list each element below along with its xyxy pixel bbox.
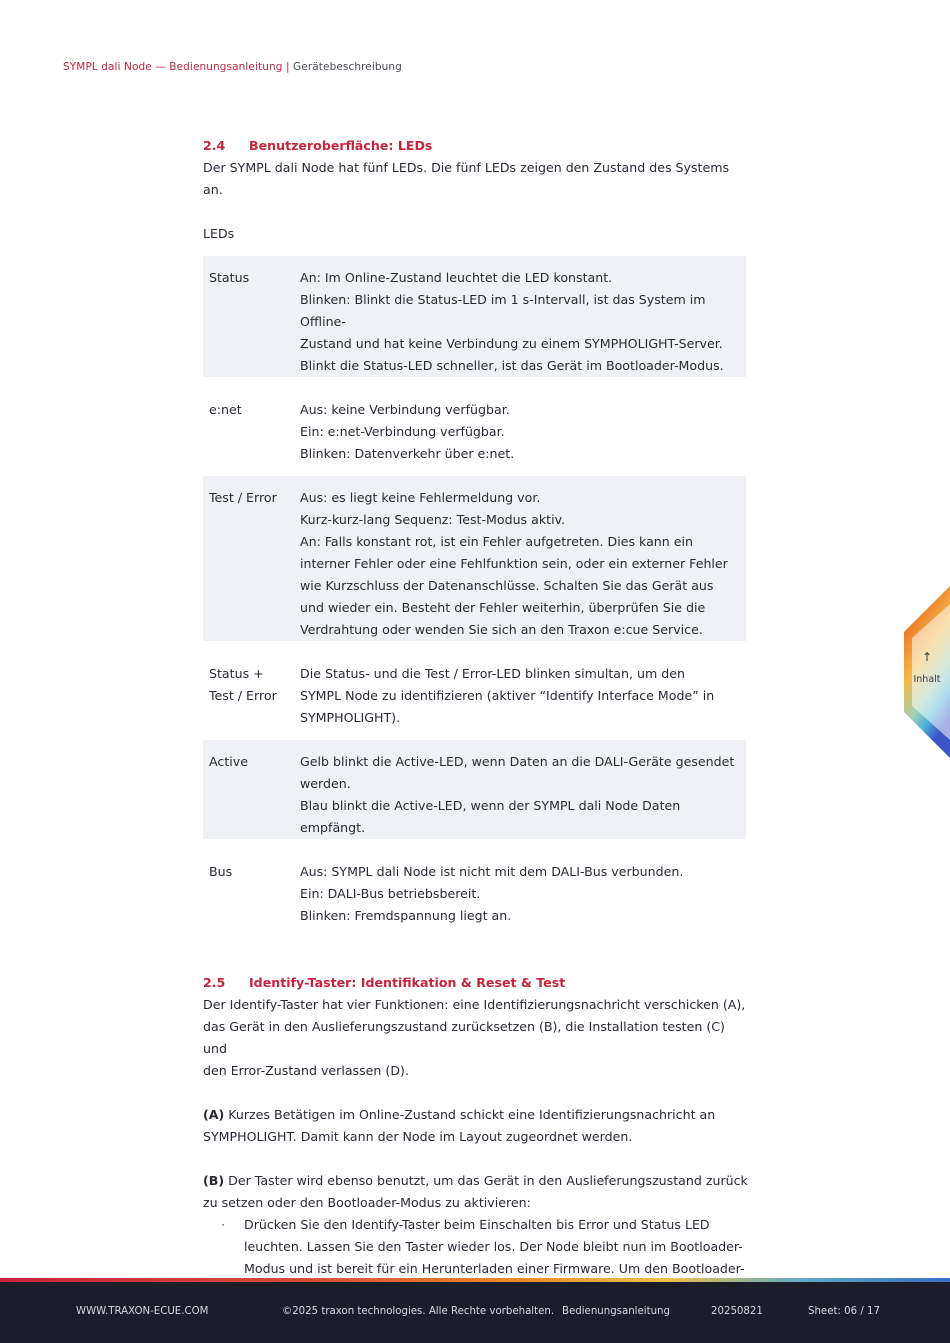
led-name: Status + bbox=[209, 666, 264, 681]
section-heading-2-5 bbox=[203, 972, 748, 994]
table-row bbox=[203, 740, 746, 839]
row-spacer bbox=[203, 465, 746, 476]
toc-side-tab[interactable] bbox=[904, 586, 950, 758]
footer-doc-type: Bedienungsanleitung bbox=[562, 1306, 670, 1317]
led-name-cell bbox=[203, 388, 294, 465]
led-table bbox=[203, 256, 746, 938]
side-tab-label: Inhalt bbox=[913, 674, 941, 685]
breadcrumb-doc-title[interactable]: SYMPL dali Node — Bedienungsanleitung bbox=[63, 61, 283, 73]
led-description-line: Ein: e:net-Verbindung verfügbar. bbox=[300, 424, 505, 439]
led-description-cell bbox=[294, 476, 746, 641]
bullet-line: · Drücken Sie den Identify-Taster beim Einschalten bis Error und Status LED bbox=[244, 1217, 710, 1232]
led-description-line: An: Falls konstant rot, ist ein Fehler aufgetreten. Dies kann ein bbox=[300, 534, 694, 549]
paragraph-a bbox=[203, 1104, 748, 1148]
paragraph-b bbox=[203, 1170, 748, 1214]
led-description-line: Blinken: Blinkt die Status-LED im 1 s-Intervall, ist das System im Offline- bbox=[300, 292, 706, 329]
led-name: Status bbox=[209, 270, 250, 285]
led-description-cell bbox=[294, 652, 746, 729]
leds-heading: LEDs bbox=[203, 226, 235, 241]
led-description-line: Aus: SYMPL dali Node ist nicht mit dem DALI-Bus verbunden. bbox=[300, 864, 684, 879]
led-description-line: und wieder ein. Besteht der Fehler weiterhin, überprüfen Sie die bbox=[300, 600, 706, 615]
led-description-cell bbox=[294, 388, 746, 465]
led-description-line: Kurz-kurz-lang Sequenz: Test-Modus aktiv. bbox=[300, 512, 566, 527]
led-name-cell bbox=[203, 476, 294, 641]
side-tab-shape bbox=[904, 586, 950, 758]
row-spacer bbox=[203, 641, 746, 652]
led-name: e:net bbox=[209, 402, 242, 417]
footer-sheet: Sheet: 06 / 17 bbox=[808, 1306, 880, 1317]
breadcrumb-section[interactable]: Gerätebeschreibung bbox=[293, 61, 402, 73]
page-content bbox=[203, 135, 748, 1280]
led-description-cell bbox=[294, 740, 746, 839]
led-description-line: Blinken: Fremdspannung liegt an. bbox=[300, 908, 512, 923]
intro-line: an. bbox=[203, 182, 223, 197]
row-spacer bbox=[203, 927, 746, 938]
led-description-line: Verdrahtung oder wenden Sie sich an den Traxon e:cue Service. bbox=[300, 622, 703, 637]
led-name: Active bbox=[209, 754, 248, 769]
table-row bbox=[203, 256, 746, 377]
identify-intro bbox=[203, 994, 748, 1082]
paragraph-line: SYMPHOLIGHT. Damit kann der Node im Layout zugeordnet werden. bbox=[203, 1129, 633, 1144]
led-description-line: Gelb blinkt die Active-LED, wenn Daten an die DALI-Geräte gesendet bbox=[300, 754, 735, 769]
led-description-line: wie Kurzschluss der Datenanschlüsse. Schalten Sie das Gerät aus bbox=[300, 578, 714, 593]
section-title: Identify-Taster: Identifikation & Reset & Test bbox=[249, 975, 566, 990]
led-description-cell bbox=[294, 850, 746, 927]
row-spacer bbox=[203, 729, 746, 740]
led-description-line: Aus: keine Verbindung verfügbar. bbox=[300, 402, 510, 417]
breadcrumb bbox=[63, 61, 402, 73]
led-description-line: An: Im Online-Zustand leuchtet die LED konstant. bbox=[300, 270, 613, 285]
label-a: (A) bbox=[203, 1107, 225, 1122]
led-description-line: werden. bbox=[300, 776, 351, 791]
table-row bbox=[203, 476, 746, 641]
section-number: 2.4 bbox=[203, 138, 226, 153]
intro-line: Der SYMPL dali Node hat fünf LEDs. Die fünf LEDs zeigen den Zustand des Systems bbox=[203, 160, 730, 175]
led-name-cell bbox=[203, 652, 294, 729]
footer-version: 20250821 bbox=[711, 1306, 763, 1317]
paragraph-line: zu setzen oder den Bootloader-Modus zu aktivieren: bbox=[203, 1195, 531, 1210]
page-footer bbox=[0, 1282, 950, 1343]
section-heading-2-4 bbox=[203, 135, 748, 157]
arrow-up-icon: ↑ bbox=[921, 650, 933, 664]
led-name-cell bbox=[203, 256, 294, 377]
intro-line: Der Identify-Taster hat vier Funktionen: eine Identifizierungsnachricht verschicken (A), bbox=[203, 997, 746, 1012]
led-description-line: Die Status- und die Test / Error-LED blinken simultan, um den bbox=[300, 666, 685, 681]
led-name: Test / Error bbox=[209, 490, 277, 505]
paragraph-line: Kurzes Betätigen im Online-Zustand schickt eine Identifizierungsnachricht an bbox=[224, 1107, 716, 1122]
bullet-line: leuchten. Lassen Sie den Taster wieder los. Der Node bleibt nun im Bootloader- bbox=[244, 1239, 743, 1254]
led-description-line: SYMPHOLIGHT). bbox=[300, 710, 401, 725]
led-description-line: interner Fehler oder eine Fehlfunktion sein, oder ein externer Fehler bbox=[300, 556, 728, 571]
bullet-line: Modus und ist bereit für ein Herunterladen einer Firmware. Um den Bootloader- bbox=[244, 1261, 745, 1276]
led-description-cell bbox=[294, 256, 746, 377]
led-description-line: Blau blinkt die Active-LED, wenn der SYMPL dali Node Daten empfängt. bbox=[300, 798, 681, 835]
footer-copyright: ©2025 traxon technologies. Alle Rechte vorbehalten. bbox=[282, 1306, 555, 1317]
table-row bbox=[203, 850, 746, 927]
section-number: 2.5 bbox=[203, 975, 226, 990]
footer-website-link[interactable]: WWW.TRAXON-ECUE.COM bbox=[76, 1306, 209, 1317]
breadcrumb-separator: | bbox=[285, 61, 290, 73]
paragraph-line: Der Taster wird ebenso benutzt, um das Gerät in den Auslieferungszustand zurück bbox=[224, 1173, 748, 1188]
led-description-line: Blinkt die Status-LED schneller, ist das Gerät im Bootloader-Modus. bbox=[300, 358, 724, 373]
led-name: Test / Error bbox=[209, 688, 277, 703]
row-spacer bbox=[203, 839, 746, 850]
led-description-line: SYMPL Node zu identifizieren (aktiver “Identify Interface Mode” in bbox=[300, 688, 715, 703]
led-name-cell bbox=[203, 740, 294, 839]
intro-line: das Gerät in den Auslieferungszustand zurücksetzen (B), die Installation testen (C) und bbox=[203, 1019, 725, 1056]
led-description-line: Zustand und hat keine Verbindung zu einem SYMPHOLIGHT-Server. bbox=[300, 336, 723, 351]
table-row bbox=[203, 388, 746, 465]
table-row bbox=[203, 652, 746, 729]
list-item bbox=[203, 1214, 748, 1280]
bullet-list bbox=[203, 1214, 748, 1280]
section-title: Benutzeroberfläche: LEDs bbox=[249, 138, 433, 153]
led-description-line: Blinken: Datenverkehr über e:net. bbox=[300, 446, 515, 461]
led-description-line: Aus: es liegt keine Fehlermeldung vor. bbox=[300, 490, 541, 505]
intro-line: den Error-Zustand verlassen (D). bbox=[203, 1063, 409, 1078]
led-name: Bus bbox=[209, 864, 233, 879]
intro-paragraph bbox=[203, 157, 748, 201]
label-b: (B) bbox=[203, 1173, 225, 1188]
led-name-cell bbox=[203, 850, 294, 927]
row-spacer bbox=[203, 377, 746, 388]
led-description-line: Ein: DALI-Bus betriebsbereit. bbox=[300, 886, 481, 901]
